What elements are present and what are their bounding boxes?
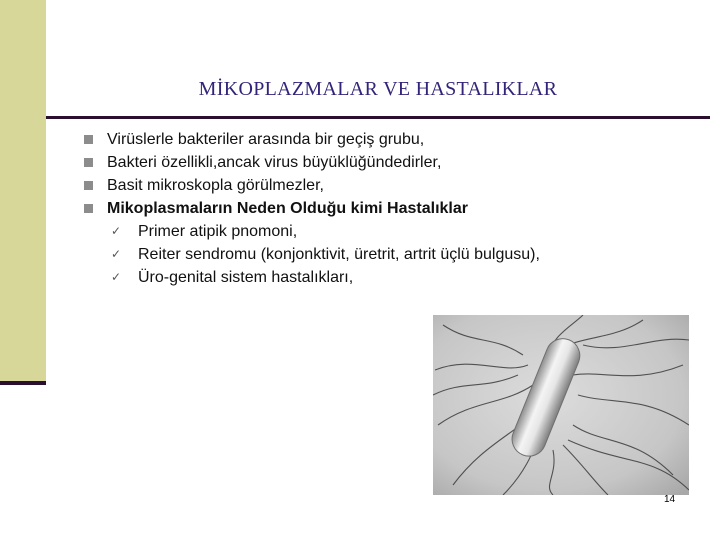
sub-bullet-text: Üro-genital sistem hastalıkları, — [138, 269, 354, 286]
sub-bullet-text: Primer atipik pnomoni, — [138, 223, 298, 240]
title-divider — [46, 116, 710, 119]
decorative-side-bar — [0, 0, 46, 383]
micrograph-image — [433, 315, 689, 495]
side-bar-rule — [0, 381, 46, 385]
bullet-text: Mikoplasmaların Neden Olduğu kimi Hastalıklar — [107, 200, 468, 217]
square-bullet-icon — [84, 158, 93, 167]
sub-bullet-text: Reiter sendromu (konjonktivit, üretrit, artrit üçlü bulgusu), — [138, 246, 540, 263]
bullet-text: Bakteri özellikli,ancak virus büyüklüğündedirler, — [107, 154, 442, 171]
slide-title: MİKOPLAZMALAR VE HASTALIKLAR — [198, 78, 558, 100]
square-bullet-icon — [84, 204, 93, 213]
page-number: 14 — [664, 494, 676, 505]
check-icon: ✓ — [111, 224, 122, 238]
micrograph-drawing — [433, 315, 689, 495]
bullet-text: Basit mikroskopla görülmezler, — [107, 177, 324, 194]
square-bullet-icon — [84, 181, 93, 190]
check-icon: ✓ — [111, 247, 122, 261]
bullet-text: Virüslerle bakteriler arasında bir geçiş grubu, — [107, 131, 425, 148]
check-icon: ✓ — [111, 270, 122, 284]
square-bullet-icon — [84, 135, 93, 144]
